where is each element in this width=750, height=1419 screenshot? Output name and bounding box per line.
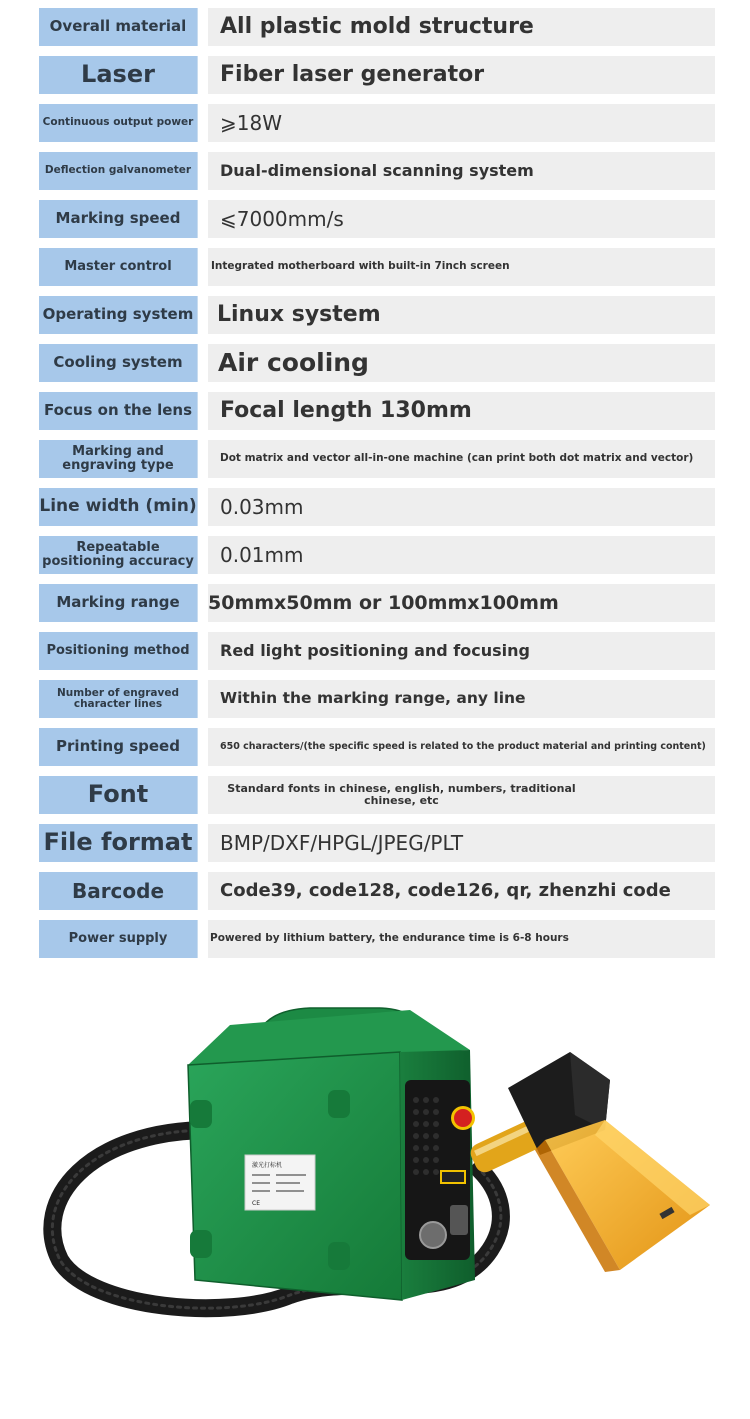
spec-label: Positioning method — [39, 632, 198, 670]
spec-row-file-format — [39, 824, 715, 862]
spec-row-laser — [39, 56, 715, 94]
spec-label: Repeatable positioning accuracy — [39, 536, 198, 574]
spec-label: Font — [39, 776, 198, 814]
spec-row-cooling-system — [39, 344, 715, 382]
spec-value: Red light positioning and focusing — [208, 632, 715, 670]
spec-label: Marking and engraving type — [39, 440, 198, 478]
spec-label: Deflection galvanometer — [39, 152, 198, 190]
device-label-title: 激光打标机 — [252, 1162, 283, 1169]
spec-value: Powered by lithium battery, the endurance time is 6-8 hours — [208, 920, 715, 958]
spec-label: Master control — [39, 248, 198, 286]
spec-label: Overall material — [39, 8, 198, 46]
spec-table — [39, 8, 715, 968]
spec-value: 0.03mm — [208, 488, 715, 526]
spec-value: ⩽7000mm/s — [208, 200, 715, 238]
spec-row-engraving-type — [39, 440, 715, 478]
spec-value: ⩾18W — [208, 104, 715, 142]
device-label-ce: CE — [252, 1200, 260, 1207]
spec-value: 650 characters/(the specific speed is related to the product material and printing content) — [208, 728, 715, 766]
spec-row-positioning-method — [39, 632, 715, 670]
spec-row-power-supply — [39, 920, 715, 958]
spec-row-overall-material — [39, 8, 715, 46]
spec-label: Marking range — [39, 584, 198, 622]
spec-value: Air cooling — [208, 344, 715, 382]
spec-row-operating-system — [39, 296, 715, 334]
spec-value: BMP/DXF/HPGL/JPEG/PLT — [208, 824, 715, 862]
spec-row-marking-speed — [39, 200, 715, 238]
spec-value: 0.01mm — [208, 536, 715, 574]
spec-row-line-width — [39, 488, 715, 526]
spec-label: Power supply — [39, 920, 198, 958]
spec-value: Linux system — [208, 296, 715, 334]
spec-row-master-control — [39, 248, 715, 286]
product-photo — [30, 980, 730, 1400]
spec-row-deflection-galvanometer — [39, 152, 715, 190]
spec-label: Printing speed — [39, 728, 198, 766]
spec-value: Dot matrix and vector all-in-one machine (can print both dot matrix and vector) — [208, 440, 715, 478]
spec-value: Integrated motherboard with built-in 7inch screen — [208, 248, 715, 286]
spec-label: Operating system — [39, 296, 198, 334]
spec-row-font — [39, 776, 715, 814]
spec-row-output-power — [39, 104, 715, 142]
spec-value: Dual-dimensional scanning system — [208, 152, 715, 190]
spec-value: Within the marking range, any line — [208, 680, 715, 718]
spec-value: Standard fonts in chinese, english, numbers, traditional chinese, etc — [208, 776, 715, 814]
spec-value: 50mmx50mm or 100mmx100mm — [208, 584, 715, 622]
spec-value: Fiber laser generator — [208, 56, 715, 94]
handheld-laser-marker-icon — [30, 980, 730, 1400]
spec-label: Number of engraved character lines — [39, 680, 198, 718]
spec-value: Focal length 130mm — [208, 392, 715, 430]
spec-row-marking-range — [39, 584, 715, 622]
spec-label: Continuous output power — [39, 104, 198, 142]
spec-label: Cooling system — [39, 344, 198, 382]
spec-value: Code39, code128, code126, qr, zhenzhi code — [208, 872, 715, 910]
spec-label: File format — [39, 824, 198, 862]
spec-row-focus-lens — [39, 392, 715, 430]
spec-row-character-lines — [39, 680, 715, 718]
spec-value: All plastic mold structure — [208, 8, 715, 46]
spec-row-barcode — [39, 872, 715, 910]
spec-label: Laser — [39, 56, 198, 94]
spec-row-positioning-accuracy — [39, 536, 715, 574]
spec-label: Focus on the lens — [39, 392, 198, 430]
spec-label: Line width (min) — [39, 488, 198, 526]
spec-label: Barcode — [39, 872, 198, 910]
spec-row-printing-speed — [39, 728, 715, 766]
spec-label: Marking speed — [39, 200, 198, 238]
